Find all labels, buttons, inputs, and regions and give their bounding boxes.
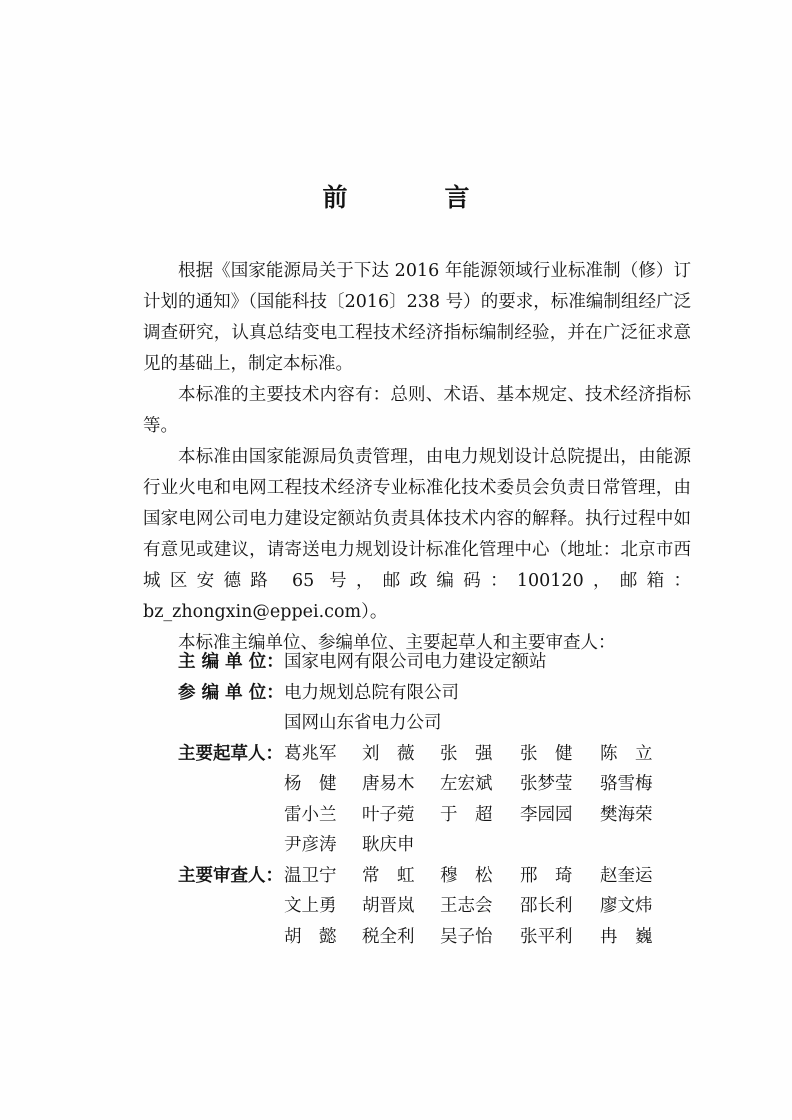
drafter-name: 左宏斌 — [440, 774, 493, 794]
drafters-row — [178, 739, 698, 861]
paragraph-management: 本标准由国家能源局负责管理，由电力规划设计总院提出，由能源行业火电和电网工程技术经济专业标准化技术委员会负责日常管理，由国家电网公司电力建设定额站负责具体技术内容的解释。执行过程中如有意见或建议，请寄送电力规划设计标准化管理中心（地址：北京市西城区安德路 65 号，邮政编码：100120，邮箱：bz_zhongxin@eppei.com）。 — [143, 447, 691, 622]
drafter-name: 李园园 — [520, 804, 573, 825]
reviewer-name: 廖文炜 — [600, 896, 653, 916]
reviewer-name: 税全利 — [362, 926, 415, 947]
drafter-name: 骆雪梅 — [600, 774, 653, 794]
reviewers-row — [178, 861, 698, 953]
reviewer-name: 吴子怡 — [440, 926, 493, 947]
drafter-name: 陈 立 — [600, 743, 653, 764]
paragraph-units-intro: 本标准主编单位、参编单位、主要起草人和主要审查人： — [178, 633, 616, 653]
participating-units-label: 参 编 单 位： — [178, 682, 284, 703]
drafter-name: 尹彦涛 — [284, 835, 337, 855]
reviewer-name: 邵长利 — [520, 896, 573, 916]
reviewer-name: 邢 琦 — [520, 865, 573, 886]
reviewer-name: 赵奎运 — [600, 865, 653, 886]
chief-unit-label: 主 编 单 位： — [178, 652, 284, 672]
drafter-name: 张梦莹 — [520, 774, 573, 794]
participating-units-row — [178, 678, 698, 739]
drafter-name: 张 健 — [520, 743, 573, 764]
drafter-name: 刘 薇 — [362, 743, 415, 764]
drafters-label: 主要起草人： — [178, 743, 283, 764]
foreword-body — [143, 256, 691, 659]
roles-section — [178, 647, 698, 952]
reviewer-name: 胡晋岚 — [362, 896, 415, 916]
drafter-name: 杨 健 — [284, 774, 337, 794]
reviewer-name: 穆 松 — [440, 865, 493, 886]
paragraph-basis: 根据《国家能源局关于下达 2016 年能源领域行业标准制（修）订计划的通知》（国能科技〔2016〕238 号）的要求，标准编制组经广泛调查研究，认真总结变电工程技术经济指标编制经验，并在广泛征求意见的基础上，制定本标准。 — [143, 261, 691, 374]
reviewer-name: 冉 巍 — [600, 926, 653, 947]
drafter-name: 雷小兰 — [284, 804, 337, 825]
participating-unit: 电力规划总院有限公司 — [284, 682, 459, 703]
drafter-name: 叶子菀 — [362, 804, 415, 825]
reviewer-name: 胡 懿 — [284, 926, 337, 947]
page-title: 前 言 — [322, 183, 506, 212]
reviewers-label: 主要审查人： — [178, 865, 283, 886]
reviewers-names — [284, 861, 698, 953]
participating-unit: 国网山东省电力公司 — [284, 713, 442, 733]
drafter-name: 唐易木 — [362, 774, 415, 794]
reviewer-name: 张平利 — [520, 926, 573, 947]
chief-unit-value: 国家电网有限公司电力建设定额站 — [284, 652, 547, 672]
drafter-name: 张 强 — [440, 743, 493, 764]
chief-unit-row — [178, 647, 698, 678]
reviewer-name: 温卫宁 — [284, 865, 337, 886]
drafter-name: 于 超 — [440, 804, 493, 825]
drafters-names — [284, 739, 698, 861]
drafter-name: 樊海荣 — [600, 804, 653, 825]
drafter-name: 葛兆军 — [284, 743, 337, 764]
paragraph-content: 本标准的主要技术内容有：总则、术语、基本规定、技术经济指标等。 — [143, 385, 691, 436]
reviewer-name: 文上勇 — [284, 896, 337, 916]
reviewer-name: 常 虹 — [362, 865, 415, 886]
reviewer-name: 王志会 — [440, 896, 493, 916]
drafter-name: 耿庆申 — [362, 835, 415, 855]
